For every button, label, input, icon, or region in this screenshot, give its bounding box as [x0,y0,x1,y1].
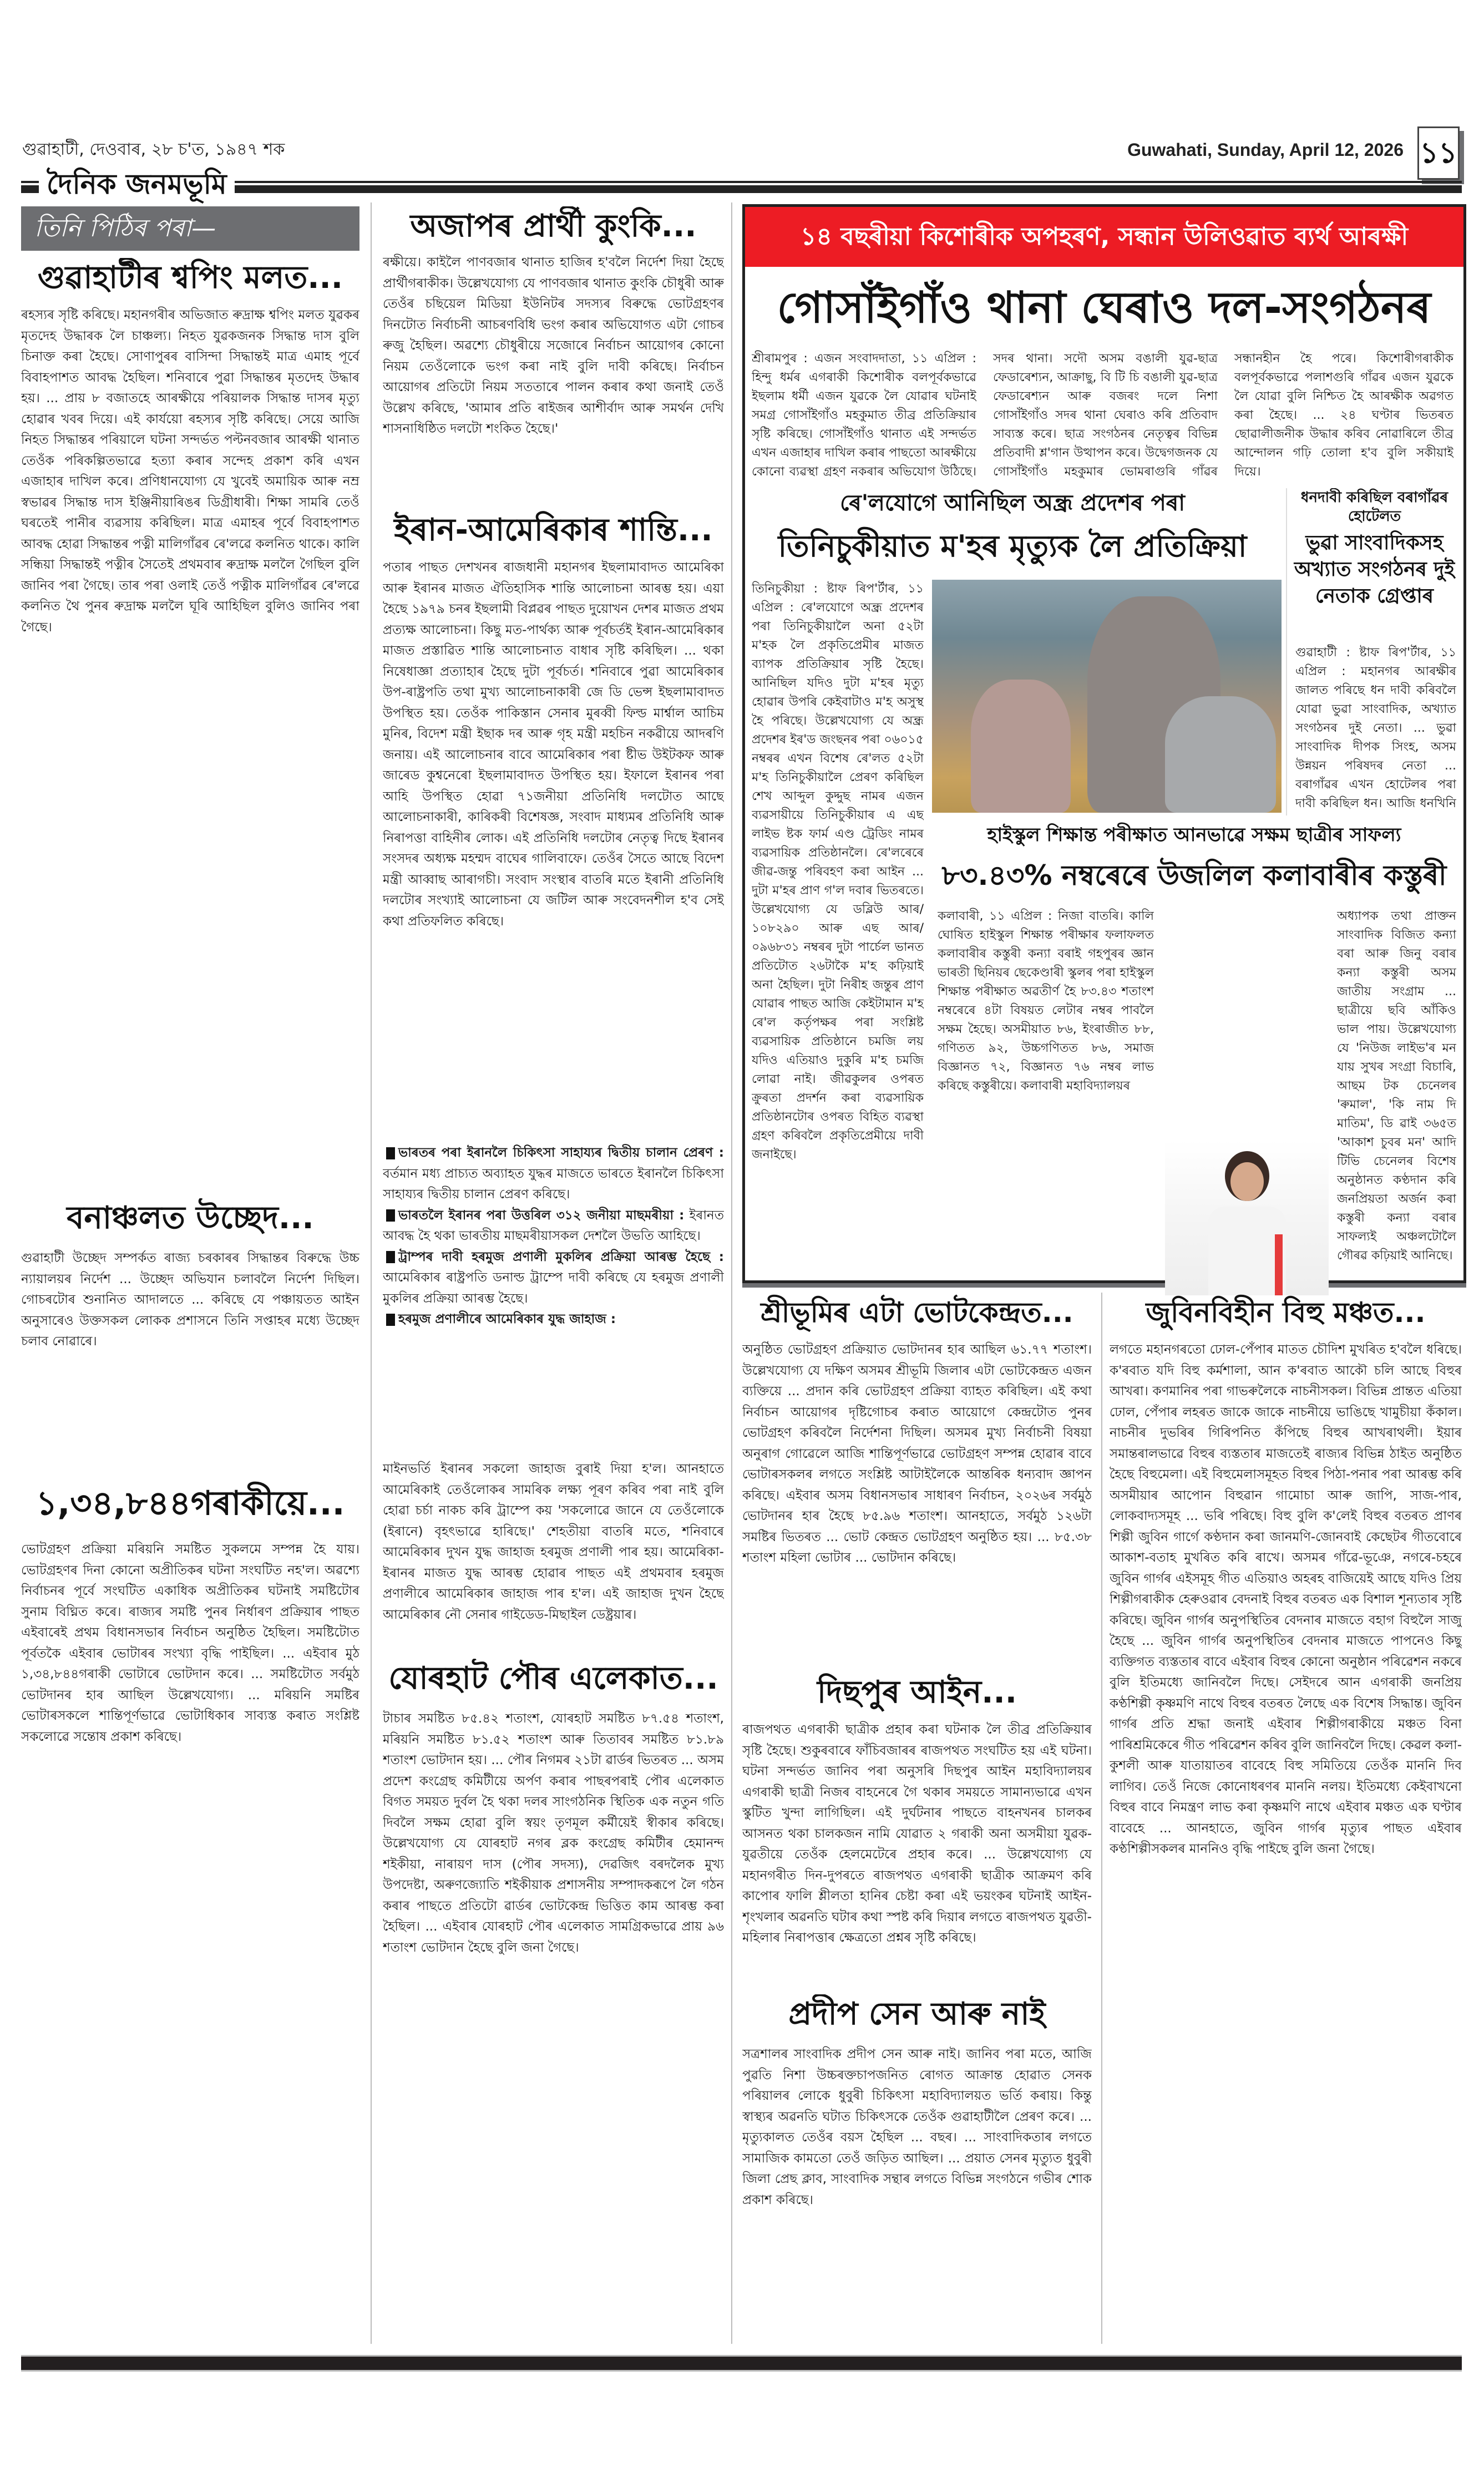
kicker-fake-journalist: ধনদাবী কৰিছিল বৰাগাঁৱৰ হোটেলত [1300,489,1448,525]
student-portrait [1165,1140,1329,1295]
story-kasturi-part2: অধ্যাপক তথা প্ৰাক্তন সাংবাদিক বিজিত কন্যা বৰা আৰু জিনু বৰাৰ কন্যা কস্তুৰী অসম জাতীয় সংগ্ৰাম ... ছাত্ৰীয়ে ছবি আঁকিও ভাল পায়। উল্লেখযোগ্য যে 'নিউজ লাইভ'ৰ মন যায় সুখৰ সংগ্ৰা বিচাৰি, আছম টক চেনেলৰ 'ৰুমাল', 'কি নাম দি মাতিম', ডি ৱাই ৩৬৫ত 'আকাশ চুবৰ মন' আদি টিভি চেনেলৰ বিশেষ অনুষ্ঠানত কণ্ঠদান কৰি জনপ্ৰিয়তা অৰ্জন কৰা কস্তুৰী কন্যা বৰাৰ সাফল্যই অঞ্চলটোলৈ গৌৰৱ কঢ়িয়াই আনিছে। [1337,909,1456,1263]
iran-subheads: ভাৰতৰ পৰা ইৰানলৈ চিকিৎসা সাহায্যৰ দ্বিতীয় চালান প্ৰেৰণ : বৰ্তমান মধ্য প্ৰাচ্যত অব্যাহত যুদ্ধৰ মাজতে ভাৰতে ইৰানলৈ চিকিৎসা সাহায্যৰ দ্বিতীয় চালান প্ৰেৰণ কৰিছে। ভাৰতলৈ ইৰানৰ পৰা উত্তৰিল ৩১২ জনীয়া মাছমৰীয়া : ইৰানত আবদ্ধ হৈ থকা ভাৰতীয় মাছমৰীয়াসকল দেশলৈ উভতি আহিছে। ট্ৰাম্পৰ দাবী হৰমুজ প্ৰণালী মুকলিৰ প্ৰক্ৰিয়া আৰম্ভ হৈছে : আমেৰিকাৰ ৰাষ্ট্ৰপতি ডনাল্ড ট্ৰাম্পে দাবী কৰিছে যে হৰমুজ প্ৰণালী মুকলিৰ প্ৰক্ৰিয়া আৰম্ভ হৈছে। হৰমুজ প্ৰণালীৰে আমেৰিকাৰ যুদ্ধ জাহাজ : [383,1146,724,1326]
headline-tinsukia-buffalo: তিনিচুকীয়াত ম'হৰ মৃত্যুক লৈ প্ৰতিক্ৰিয়া [778,529,1247,564]
date-english: Guwahati, Sunday, April 12, 2026 [1127,140,1404,160]
bullet-icon [386,1209,395,1222]
subhead-warships: হৰমুজ প্ৰণালীৰে আমেৰিকাৰ যুদ্ধ জাহাজ : [398,1312,616,1326]
headline-pradip-sen: প্ৰদীপ সেন আৰু নাই [788,1996,1046,2032]
story-kasturi-part1: কলাবাৰী, ১১ এপ্ৰিল : নিজা বাতৰি। কালি ঘোষিত হাইস্কুল শিক্ষান্ত পৰীক্ষাৰ ফলাফলত কলাবাৰীৰ কস্তুৰী কন্যা বৰাই গহপুৰৰ জ্ঞান ভাৰতী ছিনিয়ৰ ছেকেণ্ডাৰী স্কুলৰ পৰা হাইস্কুল শিক্ষান্ত পৰীক্ষাত অৱতীৰ্ণ হৈ ৮৩.৪৩ শতাংশ নম্বৰেৰে ৪টা বিষয়ত লেটাৰ নম্বৰ পাবলৈ সক্ষম হৈছে। অসমীয়াত ৮৬, ইংৰাজীত ৮৮, গণিতত ৯২, উচ্চগণিতত ৮৬, সমাজ বিজ্ঞানত ৭২, বিজ্ঞানত ৭৬ নম্বৰ লাভ কৰিছে কস্তুৰীয়ে। কলাবাৰী মহাবিদ্যালয়ৰ [938,909,1154,1093]
page-number: ১১ [1417,126,1460,180]
subhead-medical-aid: ভাৰতৰ পৰা ইৰানলৈ চিকিৎসা সাহায্যৰ দ্বিতীয় চালান প্ৰেৰণ : [398,1146,724,1160]
story-forest-eviction: গুৱাহাটী উচ্ছেদ সম্পৰ্কত ৰাজ্য চৰকাৰৰ সিদ্ধান্তৰ বিৰুদ্ধে উচ্চ ন্যায়ালয়ৰ নিৰ্দেশ ... উচ্ছেদ অভিযান চলাবলৈ নিৰ্দেশ দিছিল। গোচৰটোৰ শুনানিত আদালতে ... কৰিছে যে পঞ্চায়তত আইন অনুসাৰেও উক্তসকল লোকক প্ৰশাসনে তিনি সপ্তাহৰ মধ্যে উচ্ছেদ চলাব নোৱাৰে। [21,1251,359,1349]
column-divider [731,202,732,2344]
story-jorhat-municipal: টাচাৰ সমষ্টিত ৮৫.৪২ শতাংশ, যোৰহাট সমষ্টিত ৮৭.৫৪ শতাংশ, মৰিয়নি সমষ্টিত ৮১.৫২ শতাংশ আৰু তিতাবৰ সমষ্টিত ৮১.৮৯ শতাংশ ভোটদান হয়। ... পৌৰ নিগমৰ ২১টা ৱাৰ্ডৰ ভিতৰত ... অসম প্ৰদেশ কংগ্ৰেছ কমিটীয়ে অৰ্পণ কৰাৰ পাছৰপৰাই পৌৰ এলেকাত বিগত সময়ত দুৰ্বল হৈ থকা দলৰ সাংগঠনিক স্থিতিক এক নতুন গতি দিবলৈ সক্ষম হোৱা বুলি স্বয়ং তৃণমূল কৰ্মীয়েই স্বীকাৰ কৰিছে। উল্লেখযোগ্য যে যোৰহাট নগৰ ব্লক কংগ্ৰেছ কমিটীৰ হেমানন্দ শইকীয়া, নাৰায়ণ দাস (পৌৰ সদস্য), দেৱজিৎ বৰদলৈক মুখ্য উপদেষ্টা, অৰুণজ্যোতি শইকীয়াক প্ৰশাসনীয় সম্পাদকৰূপে লৈ গঠন কৰাৰ পাছতে প্ৰতিটো ৱাৰ্ডৰ ভোটকেন্দ্ৰ ভিত্তিত কাম আৰম্ভ কৰা হৈছিল। ... এইবাৰ যোৰহাট পৌৰ এলেকাত সামগ্ৰিকভাৱে প্ৰায় ৯৬ শতাংশ ভোটদান হৈছে বুলি জনা গৈছে। [383,1711,724,1955]
headline-kasturi: ৮৩.৪৩% নম্বৰেৰে উজলিল কলাবাৰীৰ কস্তুৰী [941,859,1447,891]
story-tinsukia-buffalo: তিনিচুকীয়া : ষ্টাফ ৰিপ'ৰ্টাৰ, ১১ এপ্ৰিল : ৰে'লযোগে অন্ধ্ৰ প্ৰদেশৰ পৰা তিনিচুকীয়ালৈ অনা ৫২টা ম'হক লৈ প্ৰকৃতিপ্ৰেমীৰ মাজত ব্যাপক প্ৰতিক্ৰিয়াৰ সৃষ্টি হৈছে। আনিছিল যদিও দুটা ম'হৰ মৃত্যু হোৱাৰ উপৰি কেইবাটাও ম'হ অসুস্থ হৈ পৰিছে। উল্লেখযোগ্য যে অন্ধ্ৰ প্ৰদেশৰ ইৰ'ড জংছনৰ পৰা ০৬০১৫ নম্বৰৰ এখন বিশেষ ৰে'লত ৫২টা ম'হ তিনিচুকীয়ালৈ প্ৰেৰণ কৰিছিল শেখ আব্দুল কুদ্দুছ নামৰ এজন ব্যৱসায়ীয়ে তিনিচুকীয়াৰ এ এছ লাইভ ষ্টক ফাৰ্ম এণ্ড ট্ৰেডিং নামৰ ব্যৱসায়িক প্ৰতিষ্ঠানলৈ। ৰে'লৰেৰে জীৱ-জন্তু পৰিবহণ কৰা আইন ... দুটা ম'হৰ প্ৰাণ গ'ল দবাৰ ভিতৰতে। উল্লেখযোগ্য যে ডব্লিউ আৰ/১০৮২৯০ আৰু এছ আৰ/০৯৬৮৩১ নম্বৰৰ দুটা পাৰ্চেল ভানত প্ৰতিটোত ২৬টাকৈ ম'হ কঢ়িয়াই অনা হৈছিল। দুটা নিৰীহ জন্তুৰ প্ৰাণ যোৱাৰ পাছত আজি কেইটামান ম'হ ৰে'ল কৰ্তৃপক্ষৰ পৰা সংশ্লিষ্ট ব্যৱসায়িক প্ৰতিষ্ঠানে চমজি লয় যদিও এতিয়াও দুকুৰি ম'হ চমজি লোৱা নাই। জীৱকুলৰ ওপৰত ক্ৰুৰতা প্ৰদৰ্শন কৰা ব্যৱসায়িক প্ৰতিষ্ঠানটোৰ ওপৰত বিহিত ব্যৱস্থা গ্ৰহণ কৰিবলৈ প্ৰকৃতিপ্ৰেমীয়ে দাবী জনাইছে। [752,582,924,1162]
headline-dispur-law: দিছপুৰ আইন... [817,1674,1017,1710]
column-divider [371,202,372,2344]
gossaigaon-col3: সন্ধানহীন হৈ পৰে। কিশোৰীগৰাকীক বলপূৰ্বকভাৱে পলাশগুৰি গাঁৱৰ এজন যুৱকে লৈ যোৱা বুলি নিশ্চিত হৈ আৰক্ষীক অৱগত কৰা হৈছে। ... ২৪ ঘণ্টাৰ ভিতৰত ছোৱালীজনীক উদ্ধাৰ কৰিব নোৱাৰিলে তীব্ৰ আন্দোলন গঢ়ি তোলা হ'ব বুলি সকীয়াই দিয়ে। [1234,352,1453,479]
story-iran-us-peace-tail: মাইনভৰ্তি ইৰানৰ সকলো জাহাজ বুৰাই দিয়া হ'ল। আনহাতে আমেৰিকাই তেওঁলোকৰ সামৰিক লক্ষ্য পূৰণ কৰিব পৰা নাই বুলি হোৱা চৰ্চা নাকচ কৰি ট্ৰাম্পে কয় 'সকলোৱে জানে যে তেওঁলোকে (ইৰানে) বৃহৎভাৱে হাৰিছে।' শেহতীয়া বাতৰি মতে, শনিবাৰে আমেৰিকাৰ দুখন যুদ্ধ জাহাজ হৰমুজ প্ৰণালী পাৰ হয়। আমেৰিকা-ইৰানৰ মাজত যুদ্ধ আৰম্ভ হোৱাৰ পাছত এই প্ৰথমবাৰ হৰমুজ প্ৰণালীৰে আমেৰিকাৰ জাহাজ পাৰ হ'ল। এই জাহাজ দুখন হৈছে আমেৰিকাৰ নৌ সেনাৰ গাইডেড-মিছাইল ডেষ্ট্ৰয়াৰ। [383,1462,724,1622]
footer-rule [21,2355,1462,2372]
gossaigaon-col1: শ্ৰীৰামপুৰ : এজন সংবাদদাতা, ১১ এপ্ৰিল : হিন্দু ধৰ্মৰ এগৰাকী কিশোৰীক বলপূৰ্বকভাৱে ইছলাম ধৰ্মী এজন যুৱকে লৈ যোৱাৰ ঘটনাই সমগ্ৰ গোসাঁইগাঁও মহকুমাত তীব্ৰ প্ৰতিক্ৰিয়াৰ সৃষ্টি কৰিছে। গোসাঁইগাঁও থানাত এই সন্দৰ্ভত এখন এজাহাৰ দাখিল কৰাৰ পাছতো আৰক্ষীয়ে কোনো ব্যৱস্থা গ্ৰহণ নকৰাৰ অভিযোগ উঠিছে। [752,352,976,479]
masthead-rule-thin [21,181,1462,183]
bullet-icon [386,1251,395,1263]
story-pradip-sen: সত্ৰশালৰ সাংবাদিক প্ৰদীপ সেন আৰু নাই। জানিব পৰা মতে, আজি পুৱতি নিশা উচ্চৰক্তচাপজনিত ৰোগত আক্ৰান্ত হোৱাত সেনক পৰিয়ালৰ লোকে ধুবুৰী চিকিৎসা মহাবিদ্যালয়ত ভৰ্তি কৰায়। কিন্তু স্বাস্থ্যৰ অৱনতি ঘটাত চিকিৎসকে তেওঁক গুৱাহাটীলৈ প্ৰেৰণ কৰে। ... মৃত্যুকালত তেওঁৰ বয়স হৈছিল ... বছৰ। ... সাংবাদিকতাৰ লগতে সামাজিক কামতো তেওঁ জড়িত আছিল। ... প্ৰয়াত সেনৰ মৃত্যুত ধুবুৰী জিলা প্ৰেছ ক্লাব, সাংবাদিক সন্থাৰ লগতে বিভিন্ন সংগঠনে গভীৰ শোক প্ৰকাশ কৰিছে। [742,2047,1092,2207]
headline-jorhat-municipal: যোৰহাট পৌৰ এলেকাত... [388,1660,718,1696]
bullet-icon [386,1147,395,1159]
gossaigaon-col2: সদৰ থানা। সদৌ অসম বঙালী যুৱ-ছাত্ৰ ফেডাৰেশ্যন, আক্ৰাছু, বি টি চি বঙালী যুৱ-ছাত্ৰ ফেডাৰেশ্যন আৰু বজৰং দলে নিশা গোসাঁইগাঁও সদৰ থানা ঘেৰাও কৰি প্ৰতিবাদ সাব্যস্ত কৰে। ছাত্ৰ সংগঠনৰ নেতৃত্বৰ বিভিন্ন প্ৰতিবাদী শ্ল'গান উত্থাপন কৰে। উদ্বেগজনক যে গোসাঁইগাঁও মহকুমাৰ ভোমৰাগুৰি গাঁৱৰ [993,352,1218,479]
headline-gossaigaon: গোসাঁইগাঁও থানা ঘেৰাও দল-সংগঠনৰ [777,283,1431,333]
headline-voter-count: ১,৩৪,৮৪৪গৰাকীয়ে... [36,1484,345,1523]
side-story-divider [1286,488,1287,815]
brand-logo: দৈনিক জনমভূমি [39,168,235,201]
buffalo-photo [932,580,1282,813]
continued-kicker: তিনি পিঠিৰ পৰা— [21,206,359,251]
subhead-hormuz-claim: ট্ৰাম্পৰ দাবী হৰমুজ প্ৰণালী মুকলিৰ প্ৰক্ৰিয়া আৰম্ভ হৈছে : [398,1249,724,1264]
headline-iran-us-peace: ইৰান-আমেৰিকাৰ শান্তি... [394,512,713,548]
story-ajap-candidate: ৰক্ষীয়ে। কাইলৈ পাণবজাৰ থানাত হাজিৰ হ'বলৈ নিৰ্দেশ দিয়া হৈছে প্ৰাৰ্থীগৰাকীক। উল্লেখযোগ্য যে পাণবজাৰ থানাত কুংকি চৌধুৰী আৰু তেওঁৰ চছিয়েল মিডিয়া ইউনিটৰ সদস্যৰ বিৰুদ্ধে ভোটগ্ৰহণৰ দিনটোত নিৰ্বাচনী আচৰণবিধি ভংগ কৰাৰ অভিযোগত এটা গোচৰ ৰুজু হৈছিল। অৱশ্যে চৌধুৰীয়ে সজোৰে নিৰ্বাচন আয়োগৰ কোনো নিয়ম তেওঁলোকে ভংগ কৰা নাই বুলি দাবী কৰিছে। নিৰ্বাচন আয়োগৰ প্ৰতিটো নিয়ম সততাৰে পালন কৰাৰ কথা জনাই তেওঁ উল্লেখ কৰিছে, 'আমাৰ প্ৰতি ৰাইজৰ আশীৰ্বাদ আৰু সমৰ্থন দেখি শাসনাধিষ্ঠিত দলটো শংকিত হৈছে।' [383,255,724,436]
story-dispur-law: ৰাজপথত এগৰাকী ছাত্ৰীক প্ৰহাৰ কৰা ঘটনাক লৈ তীব্ৰ প্ৰতিক্ৰিয়াৰ সৃষ্টি হৈছে। শুকুৰবাৰে ফাঁচিবজাৰৰ ৰাজপথত সংঘটিত হয় এই ঘটনা। ঘটনা সন্দৰ্ভত জানিব পৰা অনুসৰি দিছপুৰ আইন মহাবিদ্যালয়ৰ এগৰাকী ছাত্ৰী নিজৰ বাহনেৰে গৈ থকাৰ সময়তে সামান্যভাৱে এখন স্কুটিত খুন্দা লাগিছিল। এই দুৰ্ঘটনাৰ পাছতে বাহনখনৰ চালকৰ আসনত থকা চালকজন নামি যোৱাত ২ গৰাকী অনা অসমীয়া যুৱক-যুৱতীয়ে তেওঁক হেলমেটেৰে প্ৰহাৰ কৰে। ... উল্লেখযোগ্য যে মহানগৰীত দিন-দুপৰতে ৰাজপথত এগৰাকী ছাত্ৰীক আক্ৰমণ কৰি কাপোৰ ফালি শ্লীলতা হানিৰ চেষ্টা কৰা এই ভয়ংকৰ ঘটনাই আইন-শৃংখলাৰ অৱনতি ঘটাৰ কথা স্পষ্ট কৰি দিয়াৰ লগতে ৰাজপথত যুৱতী-মহিলাৰ নিৰাপত্তাৰ ক্ষেত্ৰতো প্ৰশ্নৰ সৃষ্টি কৰিছে। [742,1723,1092,1945]
headline-zubeen-bihu: জুবিনবিহীন বিহু মঞ্চত... [1146,1296,1426,1329]
red-banner-kidnapping: ১৪ বছৰীয়া কিশোৰীক অপহৰণ, সন্ধান উলিওৱাত ব্যৰ্থ আৰক্ষী [745,207,1463,267]
story-zubeen-bihu: লগতে মহানগৰতো ঢোল-পেঁপাৰ মাতত চৌদিশ মুখৰিত হ'বলৈ ধৰিছে। ক'ৰবাত যদি বিহু কৰ্মশালা, আন ক'ৰবাত আকৌ চলি আছে বিহুৰ আখৰা। কণমানিৰ পৰা গাভৰুলৈকে নাচনীসকল। বিভিন্ন প্ৰান্তত এতিয়া ঢোল, পেঁপাৰ লহৰত জাকে জাকে নাচনীয়ে ভাঙিছে খামুচীয়া কঁকাল। নাচনীৰ দুভৰিৰ গিৰিপনিত কঁপিছে বিহুৰ আখৰাথলী। ইয়াৰ সমান্তৰালভাৱে বিহুৰ ব্যস্ততাৰ মাজতেই ৰাজ্যৰ বিভিন্ন ঠাইত অনুষ্ঠিত হৈছে বিহুমেলা। এই বিহুমেলাসমূহত বিহুৰ পিঠা-পনাৰ পৰা আৰম্ভ কৰি অসমীয়াৰ আপোন বিহুৱান গামোচা আৰু জাপি, সাজ-পাৰ, লোকবাদ্যসমূহ ... ভৰি পৰিছে। বিহু বুলি ক'লেই বিহুৰ বতৰত প্ৰাণৰ শিল্পী জুবিন গাৰ্গে কণ্ঠদান কৰা জানমণি-জোনবাই কেছেটৰ গীতবোৰে আকাশ-বতাহ মুখৰিত কৰি ৰাখে। অসমৰ গাঁৱে-ভূঞে, নগৰে-চহৰে জুবিন গাৰ্গৰ এইসমূহ গীত এতিয়াও অহৰহ বাজিয়েই আছে যদিও প্ৰিয় শিল্পীগৰাকীক হেৰুওৱাৰ বেদনাই বিহুৰ বতৰত এক বিশাল শূন্যতাৰ সৃষ্টি কৰিছে। জুবিন গাৰ্গৰ অনুপস্থিতিৰ বেদনাৰ মাজতে বহাগ বিহুলৈ সাজু হৈছে ... জুবিন গাৰ্গৰ অনুপস্থিতিৰ বেদনাৰ মাজতে পাপনেও কিছু ব্যক্তিগত ব্যস্ততাৰ বাবে এইবাৰ বিহুৰ কোনো অনুষ্ঠান পৰিৱেশন নকৰে বুলি ইতিমধ্যে জানিবলৈ দিছে। সেইদৰে আন এগৰাকী জনপ্ৰিয় কণ্ঠশিল্পী কৃষ্ণমণি নাথে বিহুৰ বতৰত লৈছে এক বিশেষ সিদ্ধান্ত। জুবিন গাৰ্গৰ প্ৰতি শ্ৰদ্ধা জনাই এইবাৰ শিল্পীগৰাকীয়ে মঞ্চত বিনা পাৰিশ্ৰমিকেৰে গীত পৰিৱেশন কৰিব বুলি জানিবলৈ দিছে। কেৱল কলা-কুশলী আৰু যাতায়াতৰ বাবেহে বিহু সমিতিয়ে তেওঁক মাননি দিব লাগিব। তেওঁ নিজে কোনোধৰণৰ মাননি নলয়। ইতিমধ্যে কেইবাখনো বিহুৰ বাবে নিমন্ত্ৰণ লাভ কৰা কৃষ্ণমণি নাথে এইবাৰ মঞ্চত এক ঘণ্টাৰ বাবেহে ... আনহাতে, জুবিন গাৰ্গৰ মৃত্যুৰ পাছত এইবাৰ কণ্ঠশিল্পীসকলৰ মাননিও বৃদ্ধি পাইছে বুলি জনা গৈছে। [1110,1343,1462,1856]
headline-forest-eviction: বনাঞ্চলত উচ্ছেদ... [67,1200,314,1236]
headline-guwahati-mall: গুৱাহাটীৰ শ্বপিং মলত... [37,260,343,296]
column-divider [1101,1293,1102,2344]
kicker-exam-success: হাইস্কুল শিক্ষান্ত পৰীক্ষাত আনভাৱে সক্ষম ছাত্ৰীৰ সাফল্য [987,824,1401,846]
kicker-rail-buffalo: ৰে'লযোগে আনিছিল অন্ধ্ৰ প্ৰদেশৰ পৰা [840,490,1185,516]
masthead-rule-thick [21,185,1462,193]
bullet-icon [386,1314,395,1326]
headline-ajap-candidate: অজাপৰ প্ৰাৰ্থী কুংকি... [410,208,697,244]
story-guwahati-mall: ৰহস্যৰ সৃষ্টি কৰিছে। মহানগৰীৰ অভিজাত ৰুদ্ৰাক্ষ শ্বপিং মলত যুৱকৰ মৃতদেহ উদ্ধাৰক লৈ চাঞ্চল্য। নিহত যুৱকজনক সিদ্ধান্ত দাস বুলি চিনাক্ত কৰা হৈছে। সোণাপুৰৰ বাসিন্দা সিদ্ধান্তই মাত্ৰ এমাহ পূৰ্বে বিবাহপাশত আবদ্ধ হৈছিল। শনিবাৰে পুৱা সিদ্ধান্তৰ মৃতদেহ উদ্ধাৰ হয়। ... প্ৰায় ৮ বজাতহে আৰক্ষীয়ে পৰিয়ালক সিদ্ধান্ত দাসৰ মৃত্যু হোৱাৰ খবৰ দিয়ে। এই কাৰ্যয়ো ৰহস্যৰ সৃষ্টি কৰিছে। সেয়ে আজি নিহত সিদ্ধান্তৰ পৰিয়ালে ঘটনা সন্দৰ্ভত পল্টনবজাৰ আৰক্ষী থানাত তেওঁক পৰিকল্পিতভাৱে হত্যা কৰাৰ সন্দেহ প্ৰকাশ কৰি এখন এজাহাৰ দাখিল কৰে। প্ৰণিধানযোগ্য যে খুবেই অমায়িক আৰু নম্ৰ স্বভাৱৰ সিদ্ধান্ত দাস ইঞ্জিনীয়াৰিঙৰ ডিগ্ৰীধাৰী। শিক্ষা সামৰি তেওঁ ঘৰতেই পানীৰ ব্যৱসায় কৰিছিল। মাত্ৰ এমাহৰ পূৰ্বে বিবাহপাশত আবদ্ধ হোৱা সিদ্ধান্তৰ পত্নী মালিগাঁৱৰ ৰে'লৱে কলনিত থাকে। কালি সন্ধিয়া সিদ্ধান্তই পত্নীৰ সৈতেই প্ৰথমবাৰ ৰুদ্ৰাক্ষ মললৈ গৈছিল বুলি জানিব পৰা গৈছে। তাৰ পৰা ওলাই তেওঁ পত্নীক মালিগাঁৱৰ ৰে'লৱে কলনিত থৈ পুনৰ ৰুদ্ৰাক্ষ মললৈ ঘূৰি আহিছিল বুলিও জানিব পৰা গৈছে। [21,308,359,635]
date-assamese: গুৱাহাটী, দেওবাৰ, ২৮ চ'ত, ১৯৪৭ শক [22,140,285,159]
headline-fake-journalist: ভুৱা সাংবাদিকসহ অখ্যাত সংগঠনৰ দুই নেতাক গ্ৰেপ্তাৰ [1294,531,1455,607]
story-sribhumi-booth: অনুষ্ঠিত ভোটগ্ৰহণ প্ৰক্ৰিয়াত ভোটদানৰ হাৰ আছিল ৬১.৭৭ শতাংশ। উল্লেখযোগ্য যে দক্ষিণ অসমৰ শ্ৰীভূমি জিলাৰ এটা ভোটকেন্দ্ৰত এজন ব্যক্তিয়ে ... প্ৰদান কৰি ভোটগ্ৰহণ প্ৰক্ৰিয়া ব্যাহত কৰিছিল। এই কথা নিৰ্বাচন আয়োগৰ দৃষ্টিগোচৰ কৰাত আয়োগে কেন্দ্ৰটোত পুনৰ ভোটগ্ৰহণ কৰিবলৈ নিৰ্দেশনা দিছিল। অসমৰ মুখ্য নিৰ্বাচনী বিষয়া অনুৰাগ গোৱেলে আজি শান্তিপূৰ্ণভাৱে ভোটগ্ৰহণ সম্পন্ন হোৱাৰ বাবে ভোটাৰসকলৰ লগতে সংশ্লিষ্ট আটাইলৈকে আন্তৰিক ধন্যবাদ জ্ঞাপন কৰিছে। এইবাৰ অসম বিধানসভাৰ সাধাৰণ নিৰ্বাচন, ২০২৬ৰ সৰ্বমুঠ ভোটদানৰ হাৰ হৈছে ৮৫.৯৬ শতাংশ। আনহাতে, সৰ্বমুঠ ১২৬টা সমষ্টিৰ ভিতৰত ... ভোট কেন্দ্ৰত ভোটগ্ৰহণ অনুষ্ঠিত হয়। ... ৮৫.৩৮ শতাংশ মহিলা ভোটাৰ ... ভোটদান কৰিছে। [742,1343,1092,1565]
headline-sribhumi-booth: শ্ৰীভূমিৰ এটা ভোটকেন্দ্ৰত... [761,1296,1073,1329]
story-voter-count: ভোটগ্ৰহণ প্ৰক্ৰিয়া মৰিয়নি সমষ্টিত সুকলমে সম্পন্ন হৈ যায়। ভোটগ্ৰহণৰ দিনা কোনো অপ্ৰীতিকৰ ঘটনা সংঘটিত নহ'ল। অৱশ্যে নিৰ্বাচনৰ পূৰ্বে সংঘটিত একাধিক অপ্ৰীতিকৰ ঘটনাই সমষ্টিটোৰ সুনাম বিঘ্নিত কৰে। ৰাজ্যৰ সমষ্টি পুনৰ নিৰ্ধাৰণ প্ৰক্ৰিয়াৰ পাছত এইবাৰেই প্ৰথম বিধানসভাৰ নিৰ্বাচন অনুষ্ঠিত হৈছিল। সমষ্টিটোত পূৰ্বতকৈ এইবাৰ ভোটাৰৰ সংখ্যা বৃদ্ধি পাইছিল। ... এইবাৰ মুঠ ১,৩৪,৮৪৪গৰাকী ভোটাৰে ভোটদান কৰে। ... সমষ্টিটোত সৰ্বমুঠ ভোটদানৰ হাৰ আছিল উল্লেখযোগ্য। ... মৰিয়নি সমষ্টিৰ ভোটাৰসকলে শান্তিপূৰ্ণভাৱে ভোটাধিকাৰ সাব্যস্ত কৰাত সংশ্লিষ্ট সকলোৱে সন্তোষ প্ৰকাশ কৰিছে। [21,1542,359,1744]
subhead-fishermen: ভাৰতলৈ ইৰানৰ পৰা উত্তৰিল ৩১২ জনীয়া মাছমৰীয়া : [398,1208,685,1223]
story-fake-journalist: গুৱাহাটী : ষ্টাফ ৰিপ'ৰ্টাৰ, ১১ এপ্ৰিল : মহানগৰ আৰক্ষীৰ জালত পৰিছে ধন দাবী কৰিবলৈ যোৱা ভুৱা সাংবাদিক, অখ্যাত সংগঠনৰ দুই নেতা। ... ভুৱা সাংবাদিক দীপক সিংহ, অসম উন্নয়ন পৰিষদৰ নেতা ... বৰাগাঁৱৰ এখন হোটেলৰ পৰা দাবী কৰিছিল ধন। আজি ধনখিনি [1295,646,1456,810]
story-iran-us-peace: পতাৰ পাছত দেশখনৰ ৰাজধানী মহানগৰ ইছলামাবাদত আমেৰিকা আৰু ইৰানৰ মাজত ঐতিহাসিক শান্তি আলোচনা আৰম্ভ হয়। এয়া হৈছে ১৯৭৯ চনৰ ইছলামী বিপ্লৱৰ পাছত দুয়োখন দেশৰ মাজত প্ৰথম প্ৰত্যক্ষ আলোচনা। কিছু মত-পাৰ্থক্য আৰু পূৰ্বচৰ্তই ইৰান-আমেৰিকাৰ মাজত প্ৰস্তাৱিত শান্তি আলোচনাত বাধাৰ সৃষ্টি কৰিছিল। ... থকা নিষেধাজ্ঞা প্ৰত্যাহাৰ হৈছে দুটা পূৰ্বচৰ্ত। শনিবাৰে পুৱা আমেৰিকাৰ উপ-ৰাষ্ট্ৰপতি তথা মুখ্য আলোচনাকাৰী জে ডি ভেন্স ইছলামাবাদত উপস্থিত হয়। তেওঁক পাকিস্তান সেনাৰ মুৰব্বী ফিল্ড মাৰ্শ্বাল আচিম মুনিৰ, বিদেশ মন্ত্ৰী ইছাক দৰ আৰু গৃহ মন্ত্ৰী মহচিন নকৱীয়ে আদৰণি জনায়। এই আলোচনাৰ বাবে আমেৰিকাৰ পৰা ষ্টীভ উইটকফ আৰু জাৰেড কুশ্বনেৰো ইছলামাবাদত উপস্থিত হয়। ইফালে ইৰানৰ পৰা আহি উপস্থিত হোৱা ৭১জনীয়া প্ৰতিনিধি দলটোত আছে আলোচনাকাৰী, কাৰিকৰী বিশেষজ্ঞ, সংবাদ মাধ্যমৰ প্ৰতিনিধি আৰু নিৰাপত্তা বাহিনীৰ লোক। এই প্ৰতিনিধি দলটোৰ নেতৃত্ব দিছে ইৰানৰ সংসদৰ অধ্যক্ষ মহম্মদ বাঘেৰ গালিবাফে। তেওঁৰ সৈতে আছে বিদেশ মন্ত্ৰী আব্বাছ আৰাগচী। সংবাদ সংস্থাৰ বাতৰি মতে ইৰানী প্ৰতিনিধি দলটোৰ সংখ্যাই আলোচনা যে জটিল আৰু সংবেদনশীল হ'ব সেই কথা প্ৰতিফলিত কৰিছে। [383,560,724,929]
